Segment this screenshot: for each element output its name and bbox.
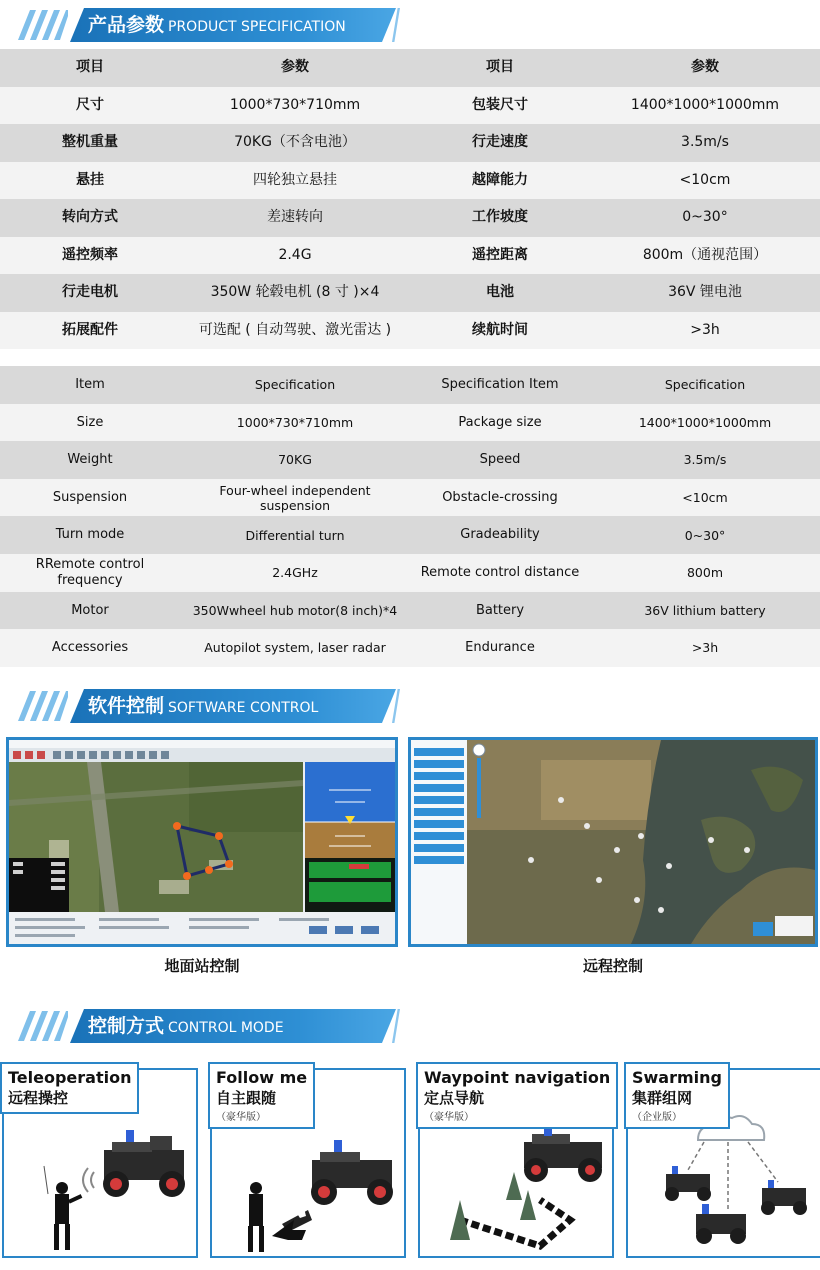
section-title-en: CONTROL MODE [168, 1020, 284, 1036]
value-cell: 70KG [278, 452, 312, 468]
section-title-cn: 产品参数 [88, 14, 165, 36]
item-cell: Remote control distance [420, 564, 580, 580]
table-row [0, 441, 820, 479]
caption-ground-station: 地面站控制 [164, 957, 240, 975]
value-cell: 四轮独立悬挂 [253, 171, 337, 188]
value-cell: 可选配 ( 自动驾驶、激光雷达 ) [198, 321, 392, 338]
mode-label [416, 1062, 618, 1129]
section-banner-software [0, 683, 820, 729]
item-cell: 行走电机 [62, 284, 118, 301]
ground-station-illustration [9, 740, 395, 944]
item-cell: Size [76, 414, 104, 430]
value-cell: >3h [691, 640, 719, 656]
mode-label [0, 1062, 139, 1114]
robot-icon [696, 1204, 746, 1244]
mode-title-cn: 定点导航 [424, 1089, 485, 1107]
robot-icon [103, 1130, 185, 1197]
item-cell: Turn mode [55, 527, 125, 543]
mode-title-en: Swarming [632, 1068, 722, 1087]
table-header-row [0, 49, 820, 87]
header-cell: 项目 [486, 59, 514, 76]
stripes-decoration [8, 1011, 68, 1041]
value-cell: 3.5m/s [681, 134, 729, 151]
mode-edition: （豪华版） [216, 1112, 266, 1123]
table-row [0, 274, 820, 312]
item-cell: 悬挂 [76, 171, 104, 188]
value-cell: 1000*730*710mm [229, 96, 361, 113]
table-row [0, 629, 820, 667]
caption-remote-control: 远程控制 [582, 957, 643, 975]
item-cell: Package size [458, 414, 542, 430]
robot-icon [761, 1180, 807, 1215]
stripes-decoration [8, 10, 68, 40]
mode-label [624, 1062, 730, 1129]
item-cell: Obstacle-crossing [442, 489, 558, 505]
mode-title-en: Teleoperation [8, 1068, 132, 1087]
spec-table-cn [0, 49, 820, 349]
table-row [0, 199, 820, 237]
spec-table-en [0, 366, 820, 667]
section-banner-control [0, 1003, 820, 1049]
mode-edition: （豪华版） [424, 1112, 474, 1123]
item-cell: 电池 [486, 284, 514, 301]
header-cell: Specification [664, 377, 746, 393]
remote-map-illustration [411, 740, 815, 944]
item-cell: Weight [67, 452, 113, 468]
mode-title-cn: 自主跟随 [216, 1089, 277, 1107]
item-cell: 整机重量 [62, 134, 118, 151]
mode-card-teleoperation [2, 1068, 198, 1258]
value-cell: 800m（通视范围） [642, 246, 768, 263]
item-cell: Gradeability [460, 527, 540, 543]
item-cell: Endurance [465, 640, 535, 656]
mode-label [208, 1062, 315, 1129]
remote-control-screenshot [408, 737, 818, 947]
section-title-cn: 控制方式 [88, 1015, 165, 1037]
value-cell: 350Wwheel hub motor(8 inch)*4 [192, 602, 398, 618]
mode-card-follow-me [210, 1068, 406, 1258]
table-row [0, 237, 820, 275]
item-cell: 转向方式 [62, 209, 118, 226]
value-cell: Four-wheel independent suspension [219, 482, 371, 513]
item-cell: 拓展配件 [62, 321, 118, 338]
value-cell: Autopilot system, laser radar [204, 640, 386, 656]
mode-title-cn: 集群组网 [632, 1089, 693, 1107]
value-cell: 350W 轮毂电机 (8 寸 )×4 [210, 284, 380, 301]
value-cell: <10cm [679, 171, 731, 188]
cone-icon [450, 1172, 536, 1240]
value-cell: 3.5m/s [683, 452, 727, 468]
table-row [0, 87, 820, 125]
item-cell: Battery [475, 602, 525, 618]
item-cell: 行走速度 [472, 134, 528, 151]
value-cell: <10cm [682, 490, 728, 506]
header-cell: 参数 [281, 59, 309, 76]
table-row [0, 312, 820, 350]
header-cell: Specification [254, 377, 336, 393]
table-row [0, 554, 820, 592]
robot-icon [665, 1166, 711, 1201]
item-cell: Suspension [52, 489, 128, 505]
mode-title-en: Follow me [216, 1068, 308, 1087]
value-cell: 1400*1000*1000mm [638, 414, 772, 430]
value-cell: 1000*730*710mm [236, 414, 354, 430]
item-cell: 越障能力 [472, 171, 528, 188]
robot-icon [524, 1124, 602, 1182]
item-cell: 工作坡度 [472, 209, 528, 226]
mode-card-swarming [626, 1068, 820, 1258]
item-cell: 遥控频率 [62, 246, 118, 263]
item-cell: RRemote control frequency [35, 557, 145, 588]
mode-title-en: Waypoint navigation [424, 1068, 611, 1087]
section-banner-spec [0, 2, 820, 48]
value-cell: 1400*1000*1000mm [630, 96, 780, 113]
table-header-row [0, 366, 820, 404]
table-row [0, 124, 820, 162]
operator-icon [54, 1182, 82, 1250]
table-row [0, 162, 820, 200]
mode-edition: （企业版） [632, 1112, 682, 1123]
stripes-decoration [8, 691, 68, 721]
value-cell: 0~30° [682, 209, 728, 226]
value-cell: 36V lithium battery [644, 602, 766, 618]
item-cell: Speed [479, 452, 521, 468]
table-row [0, 404, 820, 442]
value-cell: 0~30° [684, 527, 726, 543]
table-row [0, 592, 820, 630]
item-cell: Accessories [51, 640, 129, 656]
header-cell: 参数 [691, 59, 719, 76]
section-title-cn: 软件控制 [88, 695, 165, 717]
value-cell: 2.4GHz [272, 565, 318, 581]
table-row [0, 516, 820, 554]
value-cell: 2.4G [278, 246, 312, 263]
item-cell: 尺寸 [76, 96, 104, 113]
mode-card-waypoint [418, 1068, 614, 1258]
section-title-en: PRODUCT SPECIFICATION [168, 19, 346, 35]
item-cell: Motor [71, 602, 109, 618]
table-row [0, 479, 820, 517]
value-cell: 800m [686, 565, 724, 581]
walker-icon [248, 1182, 264, 1252]
value-cell: >3h [690, 321, 720, 338]
item-cell: 包装尺寸 [472, 96, 528, 113]
section-title-en: SOFTWARE CONTROL [168, 700, 319, 716]
mode-title-cn: 远程操控 [8, 1089, 69, 1107]
value-cell: Differential turn [245, 527, 345, 543]
ground-station-screenshot [6, 737, 398, 947]
value-cell: 差速转向 [267, 209, 323, 226]
robot-icon [311, 1140, 393, 1205]
value-cell: 36V 锂电池 [668, 284, 742, 301]
header-cell: 项目 [76, 59, 104, 76]
value-cell: 70KG（不含电池） [234, 134, 356, 151]
item-cell: 续航时间 [472, 321, 528, 338]
item-cell: 遥控距离 [472, 246, 528, 263]
header-cell: Specification Item [441, 377, 559, 392]
header-cell: Item [75, 377, 105, 392]
